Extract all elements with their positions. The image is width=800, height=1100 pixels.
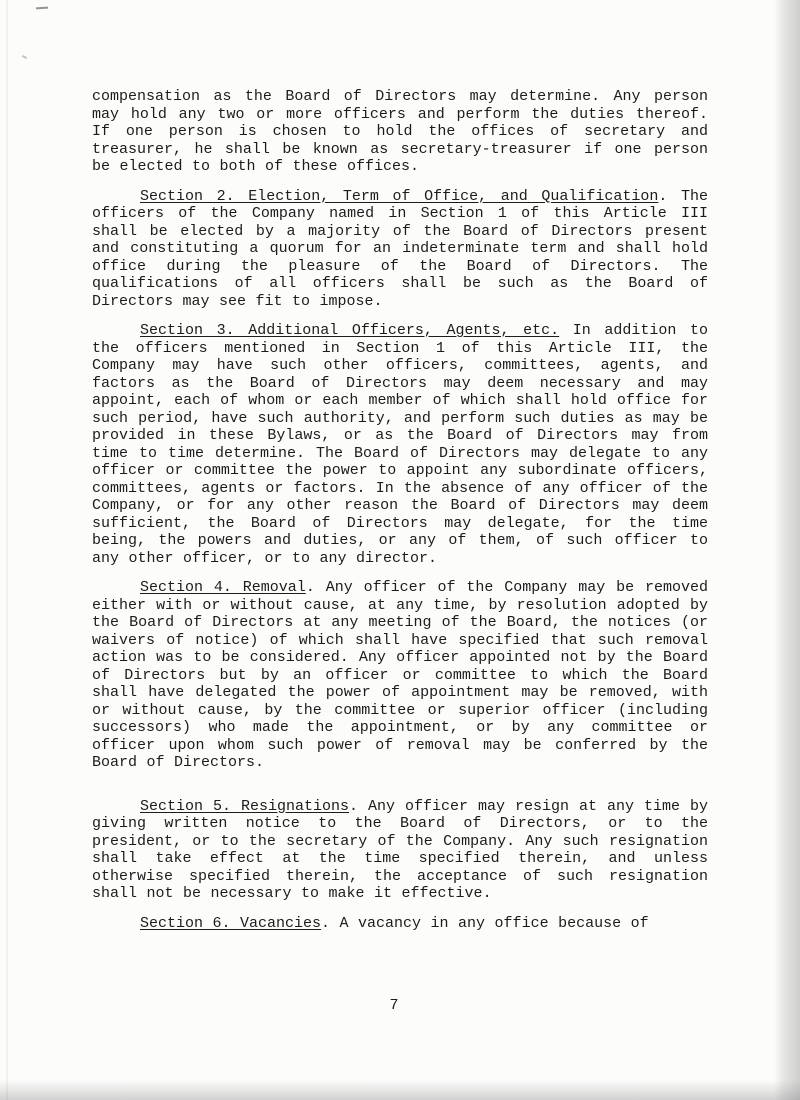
scan-edge-left bbox=[6, 0, 8, 1100]
section-heading: Section 4. Removal bbox=[140, 579, 306, 596]
section-paragraph bbox=[92, 798, 708, 903]
paragraph bbox=[92, 88, 708, 176]
paragraph-text: compensation as the Board of Directors may determine. Any person may hold any two or more officers and perform the duties thereof. If one person is chosen to hold the offices of secretary and treasurer, he shall be known as secretary-treasurer if one person be elected to both of these offices. bbox=[92, 88, 708, 175]
section-heading: Section 2. Election, Term of Office, and Qualification bbox=[140, 187, 659, 205]
section-paragraph bbox=[92, 579, 708, 772]
section-heading: Section 6. Vacancies bbox=[140, 914, 322, 932]
section-paragraph bbox=[92, 915, 708, 933]
paragraph-text: . Any officer of the Company may be removed either with or without cause, at any time, by resolution adopted by the Board of Directors at any meeting of the Board, the notices (or waivers of notice) of which shall have specified that such removal action was to be considered. Any officer appointed not by the Board of Directors but by an officer or committee to which the Board shall have delegated the power of appointment may be removed, with or without cause, by the committee or superior officer (including successors) who made the appointment, or by any committee or officer upon whom such power of removal may be conferred by the Board of Directors. bbox=[92, 579, 708, 771]
page-number: 7 bbox=[389, 997, 399, 1014]
paragraph-text: . Any officer may resign at any time by giving written notice to the Board of Directors, or to the president, or to the secretary of the Company. Any such resignation shall take effect at the time specified therein, and unless otherwise specified therein, the acceptance of such resignation shall not be necessary to make it effective. bbox=[92, 797, 708, 902]
paragraph-text: . The officers of the Company named in Section 1 of this Article III shall be elected by a majority of the Board of Directors present and constituting a quorum for an indeterminate term and shall hold office during the pleasure of the Board of Directors. The qualifications of all officers shall be such as the Board of Directors may see fit to impose. bbox=[92, 187, 708, 310]
section-heading: Section 5. Resignations bbox=[140, 797, 350, 815]
section-heading: Section 3. Additional Officers, Agents, etc. bbox=[140, 322, 560, 339]
paragraph-text: In addition to the officers mentioned in Section 1 of this Article III, the Company may have such other officers, committees, agents, and factors as the Board of Directors may deem necessary and may appoint, each of whom or each member of which shall hold office for such period, have such authority, and perform such duties as may be provided in these Bylaws, or as the Board of Directors may from time to time determine. The Board of Directors may delegate to any officer or committee the power to appoint any subordinate officers, committees, agents or factors. In the absence of any officer of the Company, or for any other reason the Board of Directors may deem sufficient, the Board of Directors may delegate, for the time being, the powers and duties, or any of them, of such officer to any other officer, or to any director. bbox=[92, 322, 708, 567]
scan-edge-bottom bbox=[0, 1080, 800, 1100]
scan-speck bbox=[22, 55, 27, 59]
scan-speck bbox=[36, 7, 48, 10]
document-body bbox=[92, 88, 708, 944]
section-paragraph bbox=[92, 322, 708, 567]
paragraph-text: . A vacancy in any office because of bbox=[321, 914, 649, 932]
section-paragraph bbox=[92, 188, 708, 311]
scan-edge-right bbox=[774, 0, 800, 1100]
